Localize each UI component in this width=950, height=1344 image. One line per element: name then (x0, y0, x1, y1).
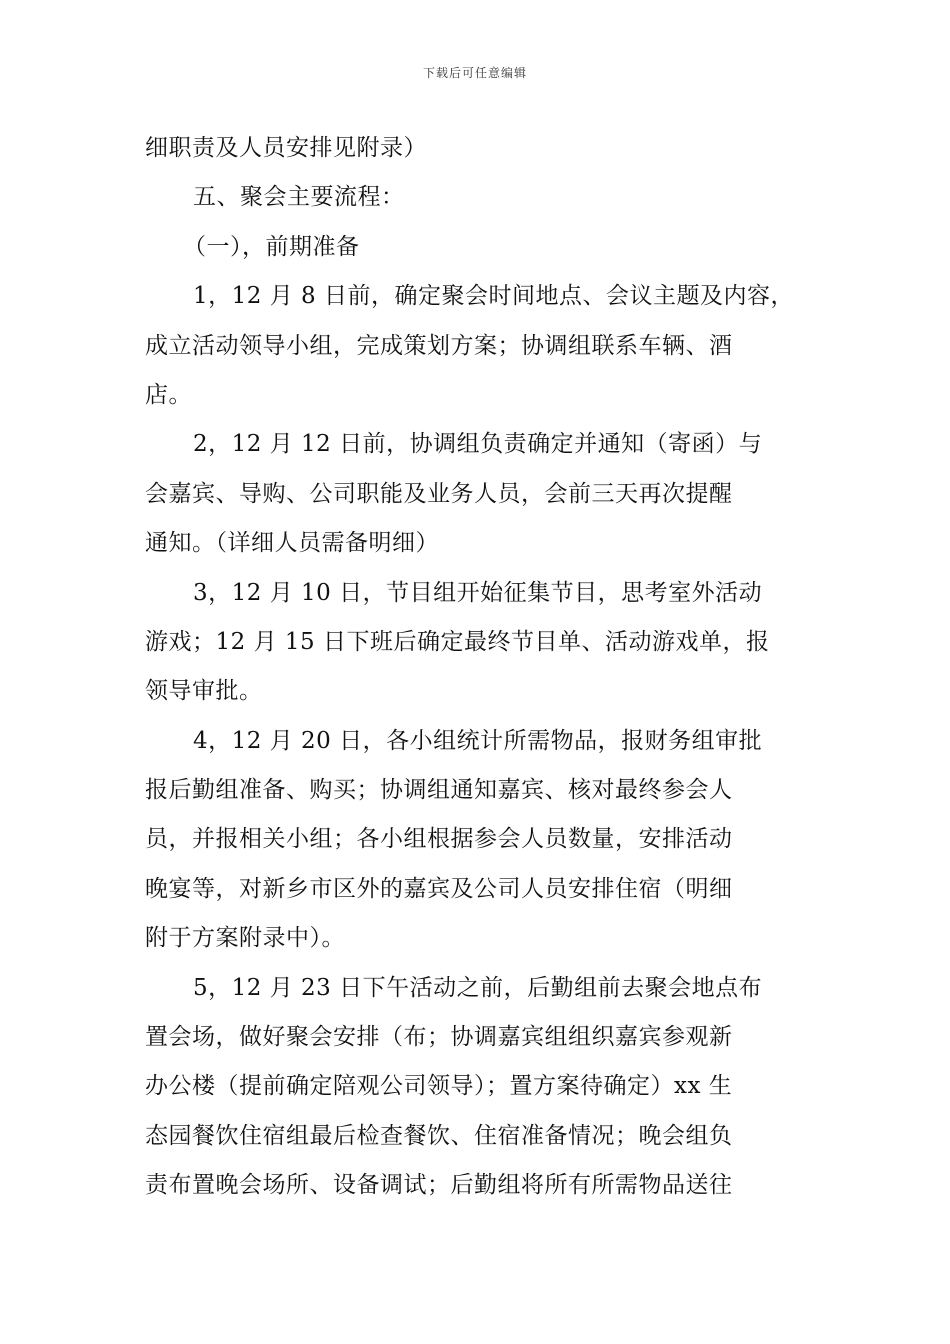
body-line: 态园餐饮住宿组最后检查餐饮、住宿准备情况；晚会组负 (145, 1122, 733, 1149)
body-line: 2，12 月 12 日前，协调组负责确定并通知（寄函）与 (193, 431, 763, 458)
body-line: 通知。（详细人员需备明细） (145, 530, 439, 557)
body-line: 细职责及人员安排见附录） (145, 135, 427, 161)
body-line: 责布置晚会场所、设备调试；后勤组将所有所需物品送往 (145, 1172, 733, 1199)
body-line: 5，12 月 23 日下午活动之前，后勤组前去聚会地点布 (193, 974, 763, 1001)
body-line: 报后勤组准备、购买；协调组通知嘉宾、核对最终参会人 (145, 777, 733, 804)
body-line: 成立活动领导小组，完成策划方案；协调组联系车辆、酒 (145, 332, 733, 359)
page-header: 下载后可任意编辑 (422, 66, 527, 80)
body-line: 五、聚会主要流程： (193, 184, 405, 211)
body-line: 店。 (145, 381, 192, 408)
body-line: 领导审批。 (145, 678, 263, 705)
document-body (145, 124, 815, 1211)
body-line: 晚宴等，对新乡市区外的嘉宾及公司人员安排住宿（明细 (145, 875, 733, 902)
body-line: 置会场，做好聚会安排（布；协调嘉宾组组织嘉宾参观新 (145, 1024, 733, 1051)
body-line: 附于方案附录中）。 (145, 925, 345, 952)
body-line: 游戏；12 月 15 日下班后确定最终节目单、活动游戏单，报 (145, 628, 770, 655)
body-line: 4，12 月 20 日，各小组统计所需物品，报财务组审批 (193, 727, 763, 754)
body-line: 办公楼（提前确定陪观公司领导）；置方案待确定）xx 生 (145, 1073, 733, 1100)
body-line: 1，12 月 8 日前，确定聚会时间地点、会议主题及内容， (193, 283, 794, 310)
body-line: （一），前期准备 (183, 233, 360, 260)
body-line: 3，12 月 10 日，节目组开始征集节目，思考室外活动 (193, 579, 763, 606)
body-line: 会嘉宾、导购、公司职能及业务人员，会前三天再次提醒 (145, 480, 733, 507)
body-line: 员，并报相关小组；各小组根据参会人员数量，安排活动 (145, 826, 733, 853)
